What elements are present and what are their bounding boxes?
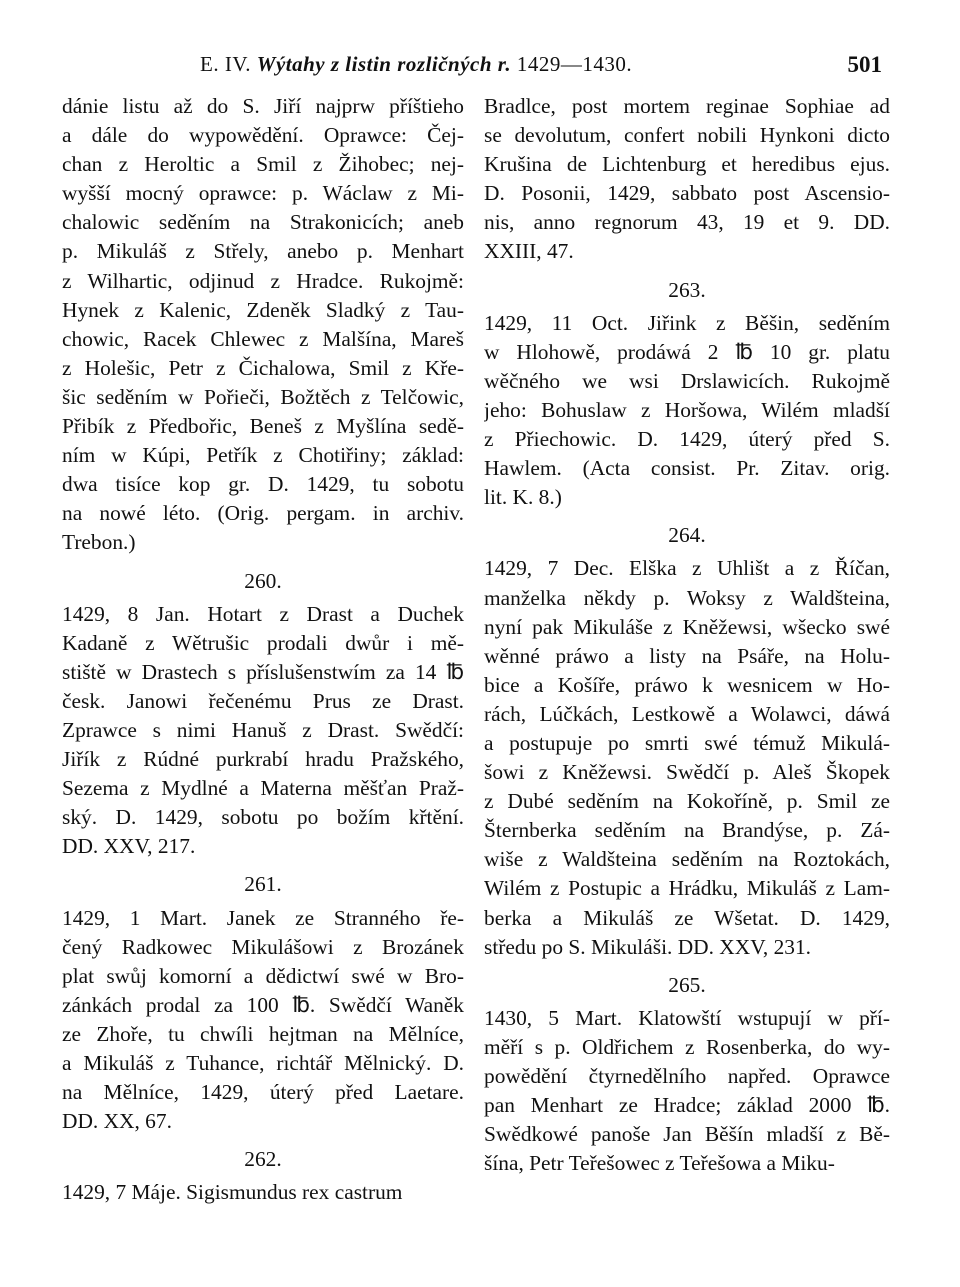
text-line: čený Radkowec Mikulášowi z Brozánek <box>62 934 464 959</box>
text-line: se devolutum, confert nobili Hynkoni dicto <box>484 123 890 148</box>
entry-number: 263. <box>668 277 706 302</box>
text-line: Bradlce, post mortem reginae Sophiae ad <box>484 94 890 118</box>
header-section: E. IV. <box>200 52 252 76</box>
text-line: chalowic seděním na Strakonicích; aneb <box>62 210 464 235</box>
entry-paragraph <box>62 1178 464 1207</box>
text-line: Šternberka seděním na Brandýse, p. Zá- <box>484 818 890 843</box>
page-number: 501 <box>847 52 882 77</box>
text-line: XXIII, 47. <box>484 239 574 264</box>
text-line: zánkách prodal za 100 ℔. Swědčí Waněk <box>62 992 464 1017</box>
text-line: na nowé léto. (Orig. pergam. in archiv. <box>62 501 464 526</box>
text-line: středu po S. Mikuláši. DD. XXV, 231. <box>484 934 812 959</box>
text-line: D. Posonii, 1429, sabbato post Ascensio- <box>484 181 890 206</box>
entry-paragraph <box>62 92 464 558</box>
text-line: Jiřík z Rúdné purkrabí hradu Pražského, <box>62 747 464 772</box>
text-line: jeho: Bohuslaw z Horšowa, Wilém mladší <box>484 397 890 422</box>
text-line: powědění čtyrnedělního napřed. Oprawce <box>484 1064 890 1088</box>
text-line: Hynek z Kalenic, Zdeněk Sladký z Tau- <box>62 297 464 322</box>
text-line: nyní pak Mikuláše z Kněžewsi, wšecko swé <box>484 614 890 639</box>
text-line: p. Mikuláš z Střely, anebo p. Menhart <box>62 239 464 264</box>
text-line: Krušina de Lichtenburg et heredibus ejus. <box>484 152 890 177</box>
text-line: 1429, 1 Mart. Janek ze Stranného ře- <box>62 905 464 930</box>
text-line: w Hlohowě, prodáwá 2 ℔ 10 gr. platu <box>484 339 890 364</box>
text-line: Trebon.) <box>62 530 136 555</box>
text-line: šína, Petr Teřešowec z Teřešowa a Miku- <box>484 1151 835 1176</box>
text-line: plat swůj komorní a dědictwí swé w Bro- <box>62 963 464 988</box>
text-line: česk. Janowi řečenému Prus ze Drast. <box>62 688 464 713</box>
entry-number: 261. <box>244 872 282 897</box>
text-line: nis, anno regnorum 43, 19 et 9. DD. <box>484 210 890 235</box>
text-line: ze Zhoře, tu chwíli hejtman na Mělníce, <box>62 1021 464 1046</box>
text-line: 1429, 11 Oct. Jiřink z Běšin, seděním <box>484 310 890 335</box>
entry-paragraph <box>484 309 890 513</box>
right-column <box>484 92 890 1178</box>
text-line: a dále do wypowědění. Oprawce: Čej- <box>62 123 464 148</box>
entry-paragraph <box>484 92 890 267</box>
running-header <box>62 52 882 86</box>
text-line: DD. XX, 67. <box>62 1109 172 1134</box>
text-line: wěnné práwo a listy na Psáře, na Holu- <box>484 643 890 668</box>
text-line: měří s p. Oldřichem z Rosenberka, do wy- <box>484 1034 890 1059</box>
text-line: wyšší mocný oprawce: p. Wáclaw z Mi- <box>62 181 464 206</box>
text-line: chan z Heroltic a Smil z Žihobec; nej- <box>62 152 464 177</box>
text-line: 1429, 7 Dec. Elška z Uhlišt a z Říčan, <box>484 556 890 581</box>
text-line: Kadaně z Wětrušic prodali dwůr i mě- <box>62 630 464 655</box>
entry-paragraph <box>62 904 464 1137</box>
text-line: 1429, 8 Jan. Hotart z Drast a Duchek <box>62 601 464 626</box>
text-line: ním w Kúpi, Petřík z Chotiřiny; základ: <box>62 443 464 468</box>
text-line: wěčného we wsi Drslawicích. Rukojmě <box>484 368 890 393</box>
text-line: z Dubé seděním na Kokoříně, p. Smil ze <box>484 789 890 814</box>
text-line: pan Menhart ze Hradce; základ 2000 ℔. <box>484 1093 890 1118</box>
text-line: wiše z Waldšteina seděním na Roztokách, <box>484 847 890 872</box>
text-line: Wilém z Postupic a Hrádku, Mikuláš z Lam- <box>484 876 890 901</box>
text-line: Sezema z Mydlné a Materna měšťan Praž- <box>62 776 464 801</box>
text-line: manželka někdy p. Woksy z Waldšteina, <box>484 585 890 610</box>
text-line: Hawlem. (Acta consist. Pr. Zitav. orig. <box>484 456 890 481</box>
text-line: 1429, 7 Máje. Sigismundus rex castrum <box>62 1180 403 1205</box>
text-line: ský. D. 1429, sobotu po božím křtění. <box>62 805 464 830</box>
text-line: z Wilhartic, odjinud z Hradce. Rukojmě: <box>62 268 464 293</box>
entry-number: 260. <box>244 568 282 593</box>
text-line: a Mikuláš z Tuhance, richtář Mělnický. D. <box>62 1051 464 1075</box>
text-line: Přibík z Předbořic, Beneš z Myšlína sedě- <box>62 414 464 439</box>
text-line: Swědkowé panoše Jan Běšín mladší z Bě- <box>484 1122 890 1147</box>
text-line: na Mělníce, 1429, úterý před Laetare. <box>62 1080 464 1105</box>
text-line: Zprawce s nimi Hanuš z Drast. Swědčí: <box>62 717 464 742</box>
text-line: dánie listu až do S. Jiří najprw příštieho <box>62 94 464 118</box>
header-title-line <box>200 52 632 77</box>
text-line: šowi z Kněžewsi. Swědčí p. Aleš Škopek <box>484 760 890 785</box>
text-line: z Holešic, Petr z Čichalowa, Smil z Kře- <box>62 355 464 380</box>
text-line: chowic, Racek Chlewec z Malšína, Mareš <box>62 326 464 351</box>
entry-paragraph <box>62 600 464 862</box>
entry-number: 262. <box>244 1147 282 1172</box>
left-column <box>62 92 464 1207</box>
text-line: z Přiechowic. D. 1429, úterý před S. <box>484 427 890 452</box>
text-line: 1430, 5 Mart. Klatowští wstupují w pří- <box>484 1005 890 1030</box>
text-line: DD. XXV, 217. <box>62 834 196 859</box>
header-title: Wýtahy z listin rozličných r. <box>256 52 512 76</box>
entry-paragraph <box>484 554 890 961</box>
entry-paragraph <box>484 1004 890 1179</box>
text-line: dwa tisíce kop gr. D. 1429, tu sobotu <box>62 472 464 497</box>
text-line: a postupuje po smrti swé témuž Mikulá- <box>484 730 890 755</box>
text-line: bice a Košíře, práwo k wesnicem w Ho- <box>484 672 890 697</box>
text-line: berka a Mikuláš ze Wšetat. D. 1429, <box>484 905 890 930</box>
text-line: lit. K. 8.) <box>484 485 562 510</box>
text-line: rách, Lúčkách, Lestkowě a Wolawci, dáwá <box>484 701 890 726</box>
entry-number: 264. <box>668 523 706 548</box>
header-years: 1429—1430. <box>516 52 633 76</box>
text-line: šic seděním w Pořieči, Božtěch z Telčowic, <box>62 384 464 409</box>
text-line: stiště w Drastech s příslušenstwím za 14 ℔ <box>62 659 464 684</box>
entry-number: 265. <box>668 972 706 997</box>
